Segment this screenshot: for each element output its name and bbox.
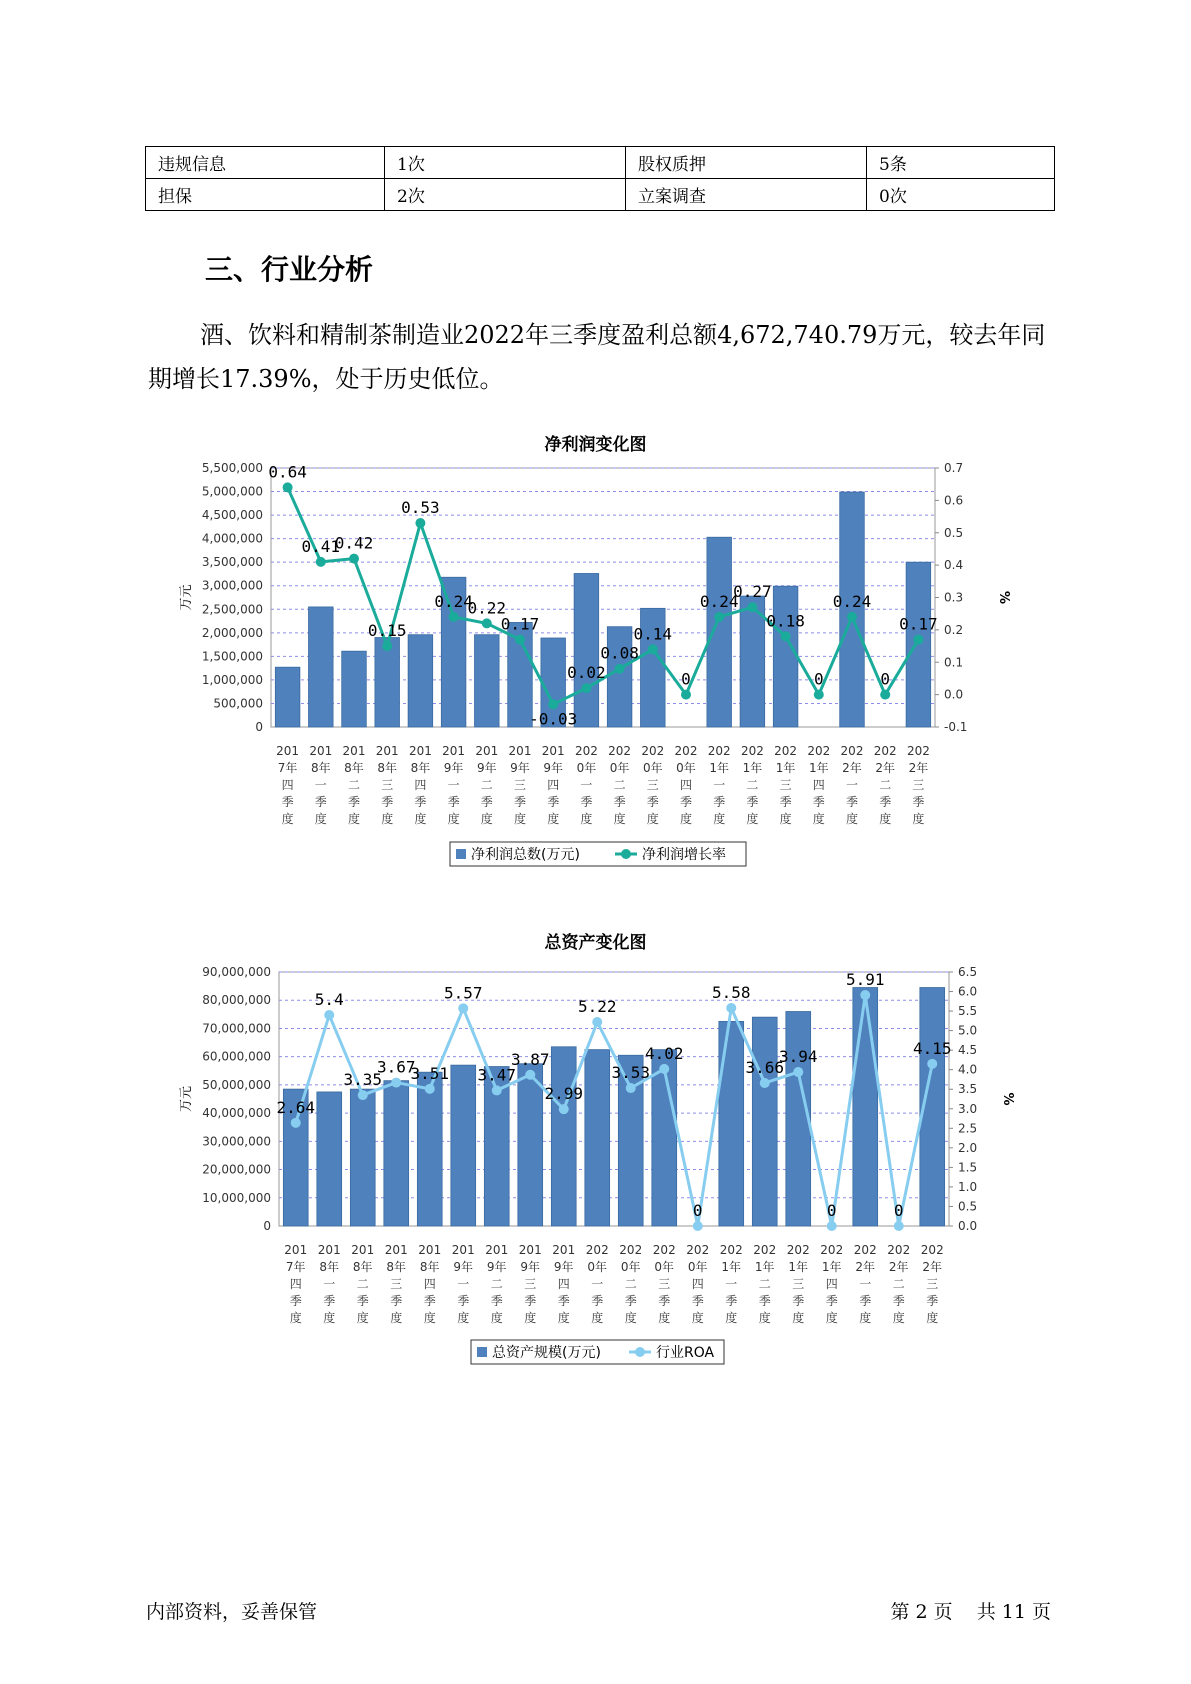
total-num: 11 (1001, 1601, 1026, 1623)
data-label: 0.22 (467, 598, 507, 618)
chart-title-total-assets: 总资产变化图 (544, 933, 647, 953)
y-tick-label: 10,000,000 (202, 1190, 271, 1205)
data-label: 0.24 (699, 591, 739, 611)
line-point (827, 1221, 837, 1231)
bar (384, 1081, 409, 1226)
section-paragraph: 酒、饮料和精制茶制造业2022年三季度盈利总额4,672,740.79万元，较去年同期增长17.39%，处于历史低位。 (148, 321, 1046, 393)
table-cell-label: 立案调查 (626, 179, 867, 211)
line-point (781, 631, 791, 641)
y-tick-label: 500,000 (213, 696, 263, 711)
y-tick-label: 90,000,000 (202, 965, 271, 979)
line-point (927, 1059, 937, 1069)
category-label: 201 7年四季度 (276, 744, 300, 826)
chart-title-net-profit: 净利润变化图 (544, 435, 647, 455)
y-tick-label: 80,000,000 (202, 993, 271, 1008)
y2-tick-label: 6.0 (958, 984, 978, 999)
data-label: 5.4 (314, 989, 344, 1009)
category-label: 202 1年四季度 (807, 744, 831, 826)
data-label: 5.91 (845, 970, 885, 990)
category-label: 201 9年四季度 (552, 1243, 576, 1325)
category-label: 201 8年四季度 (418, 1243, 442, 1325)
bar (853, 988, 878, 1226)
y-tick-label: 70,000,000 (202, 1021, 271, 1036)
table-cell-value: 0次 (867, 179, 1055, 211)
y-tick-label: 40,000,000 (202, 1106, 271, 1121)
data-label: 3.94 (778, 1047, 818, 1067)
y2-axis-label: % (996, 590, 1011, 605)
legend-bar-swatch (477, 1347, 487, 1357)
line-point (382, 641, 392, 651)
category-label: 201 8年一季度 (317, 1243, 341, 1325)
category-label: 201 8年二季度 (351, 1243, 375, 1325)
y2-tick-label: 1.0 (958, 1179, 978, 1194)
y-tick-label: 20,000,000 (202, 1162, 271, 1177)
data-label: 0.27 (733, 582, 772, 602)
line-point (358, 1090, 368, 1100)
y2-tick-label: 0.2 (944, 622, 964, 637)
category-label: 202 2年三季度 (920, 1243, 944, 1325)
bar (607, 627, 632, 727)
bar (317, 1092, 342, 1226)
y-axis-label: 万元 (179, 584, 194, 611)
data-label: 0.08 (600, 643, 639, 663)
line-point (324, 1010, 334, 1020)
data-label: 0 (826, 1201, 837, 1220)
data-label: 0.41 (301, 536, 341, 556)
section-heading: 三、行业分析 (205, 253, 374, 286)
page-number (888, 1597, 1054, 1624)
line-point (894, 1221, 904, 1231)
category-label: 202 0年三季度 (652, 1243, 676, 1325)
data-label: 4.02 (644, 1043, 684, 1063)
data-label: 0.02 (567, 663, 606, 683)
y2-tick-label: 3.5 (958, 1082, 978, 1097)
y-tick-label: 50,000,000 (202, 1077, 271, 1092)
bar (574, 573, 599, 727)
y2-tick-label: 3.0 (958, 1101, 978, 1116)
y2-tick-label: 0.5 (944, 525, 964, 540)
net-profit-chart (0, 460, 1191, 880)
data-label: 2.99 (544, 1084, 584, 1104)
data-label: 3.66 (745, 1057, 785, 1077)
line-point (415, 518, 425, 528)
bar (518, 1064, 543, 1226)
info-table (145, 146, 1055, 211)
y2-tick-label: 2.0 (958, 1140, 978, 1155)
y-tick-label: 4,000,000 (201, 531, 263, 546)
line-point (581, 683, 591, 693)
legend-line-marker (635, 1347, 645, 1357)
y2-tick-label: 0.4 (944, 558, 964, 573)
data-label: 5.58 (711, 982, 751, 1002)
line-point (726, 1003, 736, 1013)
category-label: 201 8年三季度 (375, 744, 399, 826)
line-point (349, 554, 359, 564)
line-point (913, 635, 923, 645)
line-point (525, 1070, 535, 1080)
data-label: 5.22 (577, 997, 617, 1017)
data-label: 0.15 (367, 621, 407, 641)
y-tick-label: 4,500,000 (201, 508, 263, 523)
category-label: 201 9年二季度 (485, 1243, 509, 1325)
table-row (146, 179, 1055, 211)
y2-axis-label: % (1000, 1092, 1015, 1106)
table-cell-value: 5条 (867, 147, 1055, 179)
line-point (291, 1118, 301, 1128)
y2-tick-label: 2.5 (958, 1121, 978, 1136)
bar (719, 1021, 744, 1226)
line-point (626, 1083, 636, 1093)
table-row (146, 147, 1055, 179)
line-point (548, 699, 558, 709)
data-label: 4.15 (912, 1038, 952, 1058)
line-point (492, 1085, 502, 1095)
line-point (793, 1067, 803, 1077)
category-label: 201 9年一季度 (442, 744, 466, 826)
category-label: 201 9年三季度 (518, 1243, 542, 1325)
bar (408, 635, 433, 727)
y2-tick-label: 0.1 (944, 655, 964, 670)
bar (309, 607, 334, 727)
category-label: 202 2年一季度 (840, 744, 864, 826)
data-label: 3.35 (343, 1070, 383, 1090)
table-cell-label: 股权质押 (626, 147, 867, 179)
bar (585, 1050, 610, 1226)
line-point (714, 612, 724, 622)
line-point (648, 644, 658, 654)
bar (451, 1065, 476, 1226)
category-label: 202 2年一季度 (853, 1243, 877, 1325)
bar (417, 1072, 442, 1226)
legend-line-marker (621, 849, 631, 859)
y2-tick-label: 5.5 (958, 1004, 978, 1019)
category-label: 201 9年一季度 (451, 1243, 475, 1325)
category-label: 201 8年三季度 (384, 1243, 408, 1325)
line-point (592, 1017, 602, 1027)
line-point (860, 990, 870, 1000)
data-label: 0.18 (766, 611, 805, 631)
line-point (681, 690, 691, 700)
page-num: 2 (915, 1601, 928, 1623)
legend-bar-label: 总资产规模(万元) (492, 1345, 601, 1361)
category-label: 201 9年三季度 (508, 744, 532, 826)
data-label: 0 (880, 669, 891, 689)
data-label: 3.67 (376, 1057, 416, 1077)
table-cell-value: 1次 (385, 147, 626, 179)
data-label: 5.57 (443, 983, 483, 1003)
category-label: 201 9年四季度 (541, 744, 565, 826)
bar (551, 1047, 576, 1226)
line-point (880, 690, 890, 700)
y-tick-label: 5,500,000 (201, 461, 263, 475)
category-label: 202 0年三季度 (641, 744, 665, 826)
table-cell-value: 2次 (385, 179, 626, 211)
legend-bar-label: 净利润总数(万元) (471, 847, 580, 863)
line-point (659, 1064, 669, 1074)
category-label: 201 8年二季度 (342, 744, 366, 826)
category-label: 202 2年二季度 (887, 1243, 911, 1325)
line-point (482, 618, 492, 628)
total-label: 共 (976, 1601, 996, 1623)
line-point (814, 690, 824, 700)
y2-tick-label: 0.7 (944, 461, 964, 475)
category-label: 202 0年一季度 (574, 744, 598, 826)
data-label: 0.53 (401, 498, 440, 518)
y-tick-label: 0 (255, 720, 263, 734)
line-point (747, 602, 757, 612)
line-point (847, 612, 857, 622)
bar (906, 562, 931, 727)
legend-bar-swatch (456, 849, 466, 859)
category-label: 202 0年四季度 (674, 744, 698, 826)
bar (707, 537, 732, 727)
category-label: 202 2年二季度 (873, 744, 897, 826)
bar (752, 1017, 777, 1226)
y2-tick-label: 0.0 (944, 687, 964, 702)
y2-tick-label: 6.5 (958, 965, 978, 979)
category-label: 202 0年二季度 (619, 1243, 643, 1325)
data-label: 0 (813, 669, 824, 689)
data-label: 0.17 (899, 614, 938, 634)
line-point (760, 1078, 770, 1088)
data-label: 0.24 (832, 591, 872, 611)
line-point (425, 1084, 435, 1094)
y2-tick-label: -0.1 (944, 720, 968, 734)
y2-tick-label: 0.6 (944, 493, 964, 508)
bar (275, 667, 300, 727)
data-label: 0 (893, 1201, 904, 1220)
category-label: 202 1年一季度 (707, 744, 731, 826)
category-label: 202 1年三季度 (786, 1243, 810, 1325)
y-tick-label: 60,000,000 (202, 1049, 271, 1064)
category-label: 201 7年四季度 (284, 1243, 308, 1325)
y2-tick-label: 0.0 (958, 1219, 978, 1233)
line-point (559, 1104, 569, 1114)
y2-tick-label: 5.0 (958, 1023, 978, 1038)
category-label: 202 0年四季度 (686, 1243, 710, 1325)
data-label: 0.17 (500, 614, 540, 634)
line-point (515, 635, 525, 645)
data-label: 0 (681, 669, 691, 689)
bar (342, 651, 367, 727)
line-point (283, 482, 293, 492)
y-axis-label: 万元 (179, 1085, 194, 1113)
y-tick-label: 3,000,000 (201, 578, 263, 593)
data-label: 0 (692, 1201, 703, 1220)
y-tick-label: 3,500,000 (201, 555, 263, 570)
line-point (449, 612, 459, 622)
y-tick-label: 1,000,000 (201, 672, 263, 687)
category-label: 202 1年四季度 (820, 1243, 844, 1325)
page-label: 第 (890, 1601, 910, 1623)
y2-tick-label: 0.3 (944, 590, 964, 605)
page-label: 页 (933, 1601, 953, 1623)
y-tick-label: 5,000,000 (201, 484, 263, 499)
y2-tick-label: 0.5 (958, 1199, 978, 1214)
data-label: 0.14 (633, 624, 673, 644)
data-label: 0.64 (268, 462, 307, 482)
category-label: 201 9年二季度 (475, 744, 499, 826)
data-label: 3.87 (510, 1049, 550, 1069)
bar (475, 635, 500, 727)
category-label: 202 1年二季度 (740, 744, 764, 826)
line-point (316, 557, 326, 567)
line-point (693, 1221, 703, 1231)
total-label: 页 (1031, 1601, 1051, 1623)
category-label: 202 0年一季度 (585, 1243, 609, 1325)
table-cell-label: 违规信息 (146, 147, 385, 179)
category-label: 202 1年一季度 (719, 1243, 743, 1325)
legend-line-label: 行业ROA (656, 1345, 715, 1361)
y2-tick-label: 4.5 (958, 1043, 978, 1058)
footer-note: 内部资料，妥善保管 (146, 1601, 318, 1623)
line-point (615, 664, 625, 674)
category-label: 202 2年三季度 (906, 744, 930, 826)
y-tick-label: 2,000,000 (201, 625, 263, 640)
data-label: 3.51 (410, 1063, 450, 1083)
line-point (458, 1003, 468, 1013)
y2-tick-label: 4.0 (958, 1062, 978, 1077)
category-label: 202 0年二季度 (608, 744, 632, 826)
y-tick-label: 30,000,000 (202, 1134, 271, 1149)
data-label: 3.53 (611, 1063, 651, 1083)
total-assets-chart (0, 958, 1191, 1378)
legend-line-label: 净利润增长率 (642, 847, 726, 863)
line-point (391, 1078, 401, 1088)
data-label: 3.47 (477, 1065, 517, 1085)
bar (773, 586, 798, 727)
data-label: 2.64 (276, 1097, 316, 1117)
category-label: 202 1年二季度 (753, 1243, 777, 1325)
table-cell-label: 担保 (146, 179, 385, 211)
category-label: 201 8年四季度 (408, 744, 432, 826)
y-tick-label: 0 (263, 1219, 271, 1233)
category-label: 202 1年三季度 (774, 744, 798, 826)
data-label: -0.03 (529, 709, 578, 729)
data-label: 0.24 (434, 591, 473, 611)
y-tick-label: 1,500,000 (201, 649, 263, 664)
data-label: 0.42 (334, 533, 374, 553)
y-tick-label: 2,500,000 (201, 602, 263, 617)
bar (350, 1089, 375, 1226)
y2-tick-label: 1.5 (958, 1160, 978, 1175)
category-label: 201 8年一季度 (309, 744, 333, 826)
